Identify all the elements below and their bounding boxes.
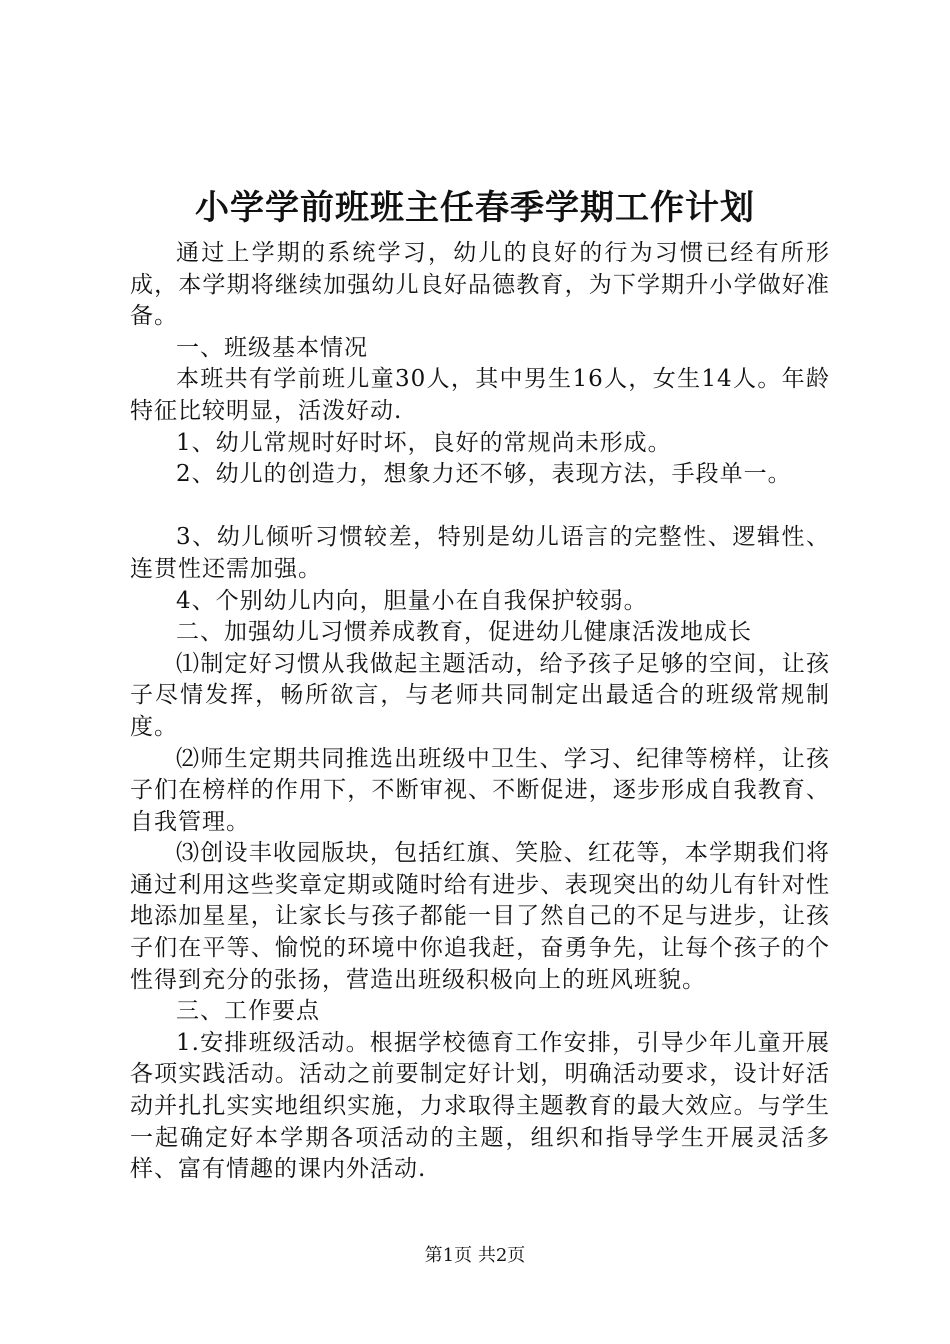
issue-item-2: 2、幼儿的创造力，想象力还不够，表现方法，手段单一。 — [176, 461, 792, 488]
intro-paragraph: 通过上学期的系统学习，幼儿的良好的行为习惯已经有所形成，本学期将继续加强幼儿良好品德教育，为下学期升小学做好准备。 — [130, 240, 830, 330]
class-size-paragraph: 本班共有学前班儿童30人，其中男生16人，女生14人。年龄特征比较明显，活泼好动. — [130, 366, 830, 424]
section-heading-work-points: 三、工作要点 — [176, 998, 320, 1025]
habit-measure-2: ⑵师生定期共同推选出班级中卫生、学习、纪律等榜样，让孩子们在榜样的作用下，不断审视、不断促进，逐步形成自我教育、自我管理。 — [130, 745, 830, 835]
page-number-footer: 第1页 共2页 — [424, 1245, 526, 1266]
document-title: 小学学前班班主任春季学期工作计划 — [195, 188, 755, 228]
habit-measure-1: ⑴制定好习惯从我做起主题活动，给予孩子足够的空间，让孩子尽情发挥，畅所欲言，与老师共同制定出最适合的班级常规制度。 — [130, 650, 830, 740]
issue-item-1: 1、幼儿常规时好时坏，良好的常规尚未形成。 — [176, 429, 672, 456]
issue-item-3: 3、幼儿倾听习惯较差，特别是幼儿语言的完整性、逻辑性、连贯性还需加强。 — [130, 524, 830, 582]
issue-item-4: 4、个别幼儿内向，胆量小在自我保护较弱。 — [176, 587, 648, 614]
work-point-1: 1.安排班级活动。根据学校德育工作安排，引导少年儿童开展各项实践活动。活动之前要制定好计划，明确活动要求，设计好活动并扎扎实实地组织实施，力求取得主题教育的最大效应。与学生一起确定好本学期各项活动的主题，组织和指导学生开展灵活多样、富有情趣的课内外活动. — [130, 1029, 830, 1183]
section-heading-habit-education: 二、加强幼儿习惯养成教育，促进幼儿健康活泼地成长 — [176, 619, 752, 646]
document-body — [130, 238, 830, 1186]
section-heading-class-overview: 一、班级基本情况 — [176, 334, 368, 361]
habit-measure-3: ⑶创设丰收园版块，包括红旗、笑脸、红花等，本学期我们将通过利用这些奖章定期或随时给有进步、表现突出的幼儿有针对性地添加星星，让家长与孩子都能一目了然自己的不足与进步，让孩子们在平等、愉悦的环境中你追我赶，奋勇争先，让每个孩子的个性得到充分的张扬，营造出班级积极向上的班风班貌。 — [130, 840, 830, 993]
